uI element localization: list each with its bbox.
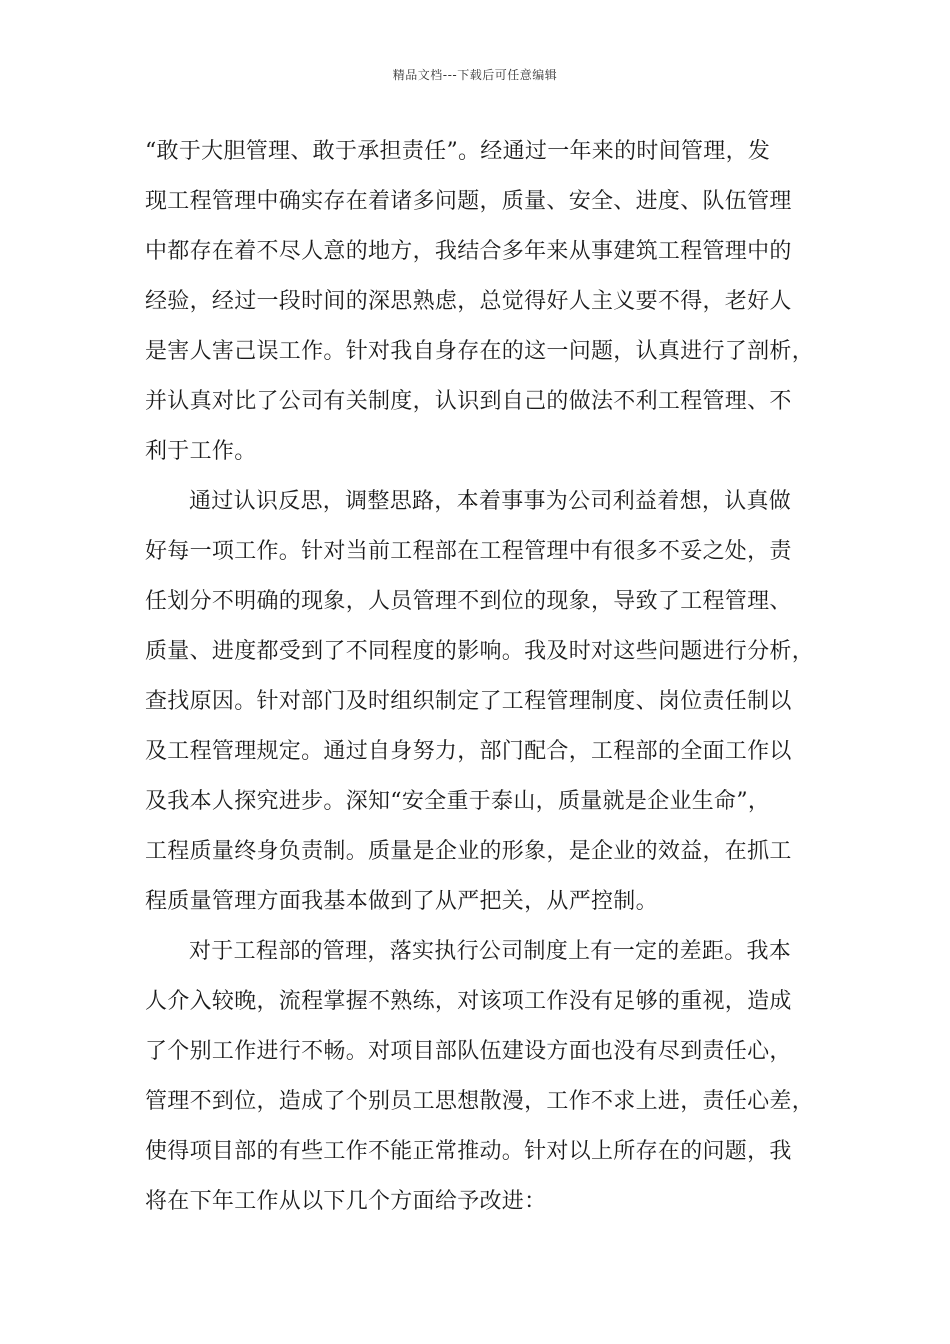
paragraph-line: “敢于大胆管理、敢于承担责任”。经通过一年来的时间管理，发 xyxy=(145,139,771,164)
paragraph-line: 并认真对比了公司有关制度，认识到自己的做法不利工程管理、不 xyxy=(145,389,792,414)
paragraph-line: 对于工程部的管理，落实执行公司制度上有一定的差距。我本 xyxy=(189,939,792,964)
paragraph-line: 查找原因。针对部门及时组织制定了工程管理制度、岗位责任制以 xyxy=(145,689,792,714)
paragraph-line: 现工程管理中确实存在着诸多问题，质量、安全、进度、队伍管理 xyxy=(145,189,792,214)
paragraph-line: 管理不到位，造成了个别员工思想散漫，工作不求上进，责任心差， xyxy=(145,1089,815,1114)
paragraph-line: 将在下年工作从以下几个方面给予改进： xyxy=(145,1189,547,1214)
paragraph-line: 好每一项工作。针对当前工程部在工程管理中有很多不妥之处，责 xyxy=(145,539,792,564)
paragraph-line: 了个别工作进行不畅。对项目部队伍建设方面也没有尽到责任心， xyxy=(145,1039,792,1064)
paragraph-line: 人介入较晚，流程掌握不熟练，对该项工作没有足够的重视，造成 xyxy=(145,989,792,1014)
paragraph-line: 及我本人探究进步。深知“安全重于泰山，质量就是企业生命”， xyxy=(145,789,771,814)
paragraph-2 xyxy=(145,484,817,934)
document-body xyxy=(145,134,817,1234)
paragraph-line: 经验，经过一段时间的深思熟虑，总觉得好人主义要不得，老好人 xyxy=(145,289,792,314)
paragraph-line: 利于工作。 xyxy=(145,439,257,464)
paragraph-line: 中都存在着不尽人意的地方，我结合多年来从事建筑工程管理中的 xyxy=(145,239,792,264)
paragraph-line: 任划分不明确的现象，人员管理不到位的现象，导致了工程管理、 xyxy=(145,589,792,614)
page-header: 精品文档---下载后可任意编辑 xyxy=(392,68,558,82)
paragraph-3 xyxy=(145,934,817,1234)
paragraph-line: 工程质量终身负责制。质量是企业的形象，是企业的效益，在抓工 xyxy=(145,839,792,864)
paragraph-line: 程质量管理方面我基本做到了从严把关，从严控制。 xyxy=(145,889,658,914)
paragraph-line: 及工程管理规定。通过自身努力，部门配合，工程部的全面工作以 xyxy=(145,739,792,764)
paragraph-line: 使得项目部的有些工作不能正常推动。针对以上所存在的问题，我 xyxy=(145,1139,792,1164)
paragraph-line: 通过认识反思，调整思路，本着事事为公司利益着想，认真做 xyxy=(189,489,792,514)
paragraph-line: 是害人害己误工作。针对我自身存在的这一问题，认真进行了剖析， xyxy=(145,339,815,364)
paragraph-1 xyxy=(145,134,817,484)
paragraph-line: 质量、进度都受到了不同程度的影响。我及时对这些问题进行分析， xyxy=(145,639,815,664)
